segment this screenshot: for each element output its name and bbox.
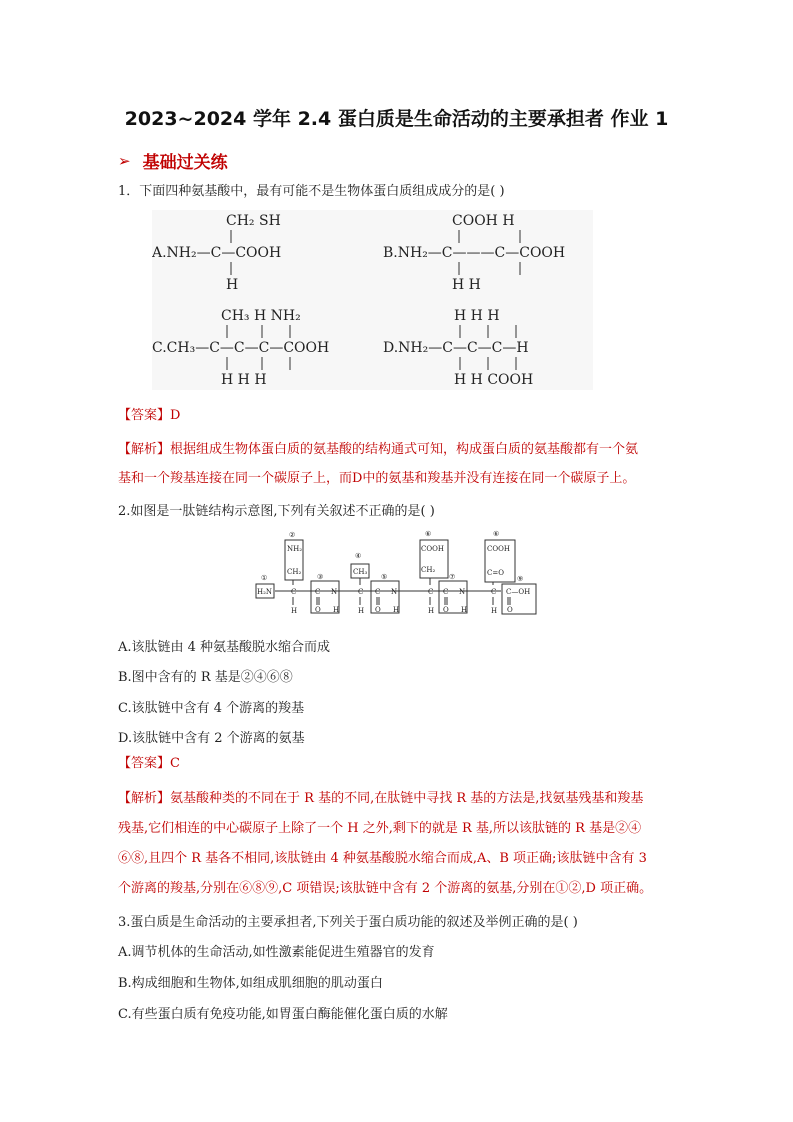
q2-analysis-1: 氨基酸种类的不同在于 R 基的不同,在肽链中寻找 R 基的方法是,找氨基残基和羧基: [170, 791, 644, 806]
formula-d-bottom: H H COOH: [454, 372, 534, 388]
r-group-ch2-b: CH₂: [421, 566, 436, 574]
amino-terminus: H₂N: [257, 588, 273, 596]
label-7: ⑦: [449, 573, 456, 581]
label-9: ⑨: [517, 575, 524, 583]
arrow-marker-icon: ➢: [118, 151, 131, 170]
label-6b: ⑥: [493, 530, 500, 538]
label-1: ①: [261, 574, 268, 582]
svg-text:O: O: [507, 606, 513, 614]
label-4: ④: [355, 552, 362, 560]
svg-text:O: O: [375, 606, 381, 614]
carboxyl-terminus: C—OH: [506, 588, 531, 596]
answer-tag: 【答案】: [118, 756, 171, 771]
q1-analysis-line-1: [118, 438, 638, 457]
svg-text:C: C: [491, 588, 497, 596]
answer-tag: 【答案】: [118, 408, 171, 423]
svg-text:H: H: [491, 607, 498, 615]
svg-text:O: O: [443, 606, 449, 614]
q1-formula-figure: [152, 210, 593, 390]
section-heading: [118, 148, 228, 173]
q1-answer: D: [170, 408, 181, 423]
q2-option-c: C.该肽链中含有 4 个游离的羧基: [118, 701, 305, 716]
q2-stem: 2.如图是一肽链结构示意图,下列有关叙述不正确的是( ): [118, 504, 435, 519]
r-group-ch2: CH₂: [287, 568, 302, 576]
formula-c-bottom: H H H: [221, 372, 267, 388]
q2-analysis-4: 个游离的羧基,分别在⑥⑧⑨,C 项错误;该肽链中含有 2 个游离的氨基,分别在①②,D 项正确。: [118, 881, 653, 896]
q2-answer-line: [118, 752, 180, 771]
label-3: ③: [317, 573, 324, 581]
svg-text:C: C: [315, 588, 321, 596]
r-group-c-eq-o: C=O: [487, 569, 504, 577]
svg-text:H: H: [393, 606, 400, 614]
q2-option-d: D.该肽链中含有 2 个游离的氨基: [118, 731, 305, 746]
peptide-chain-diagram: [255, 527, 540, 615]
q2-analysis-2: 残基,它们相连的中心碳原子上除了一个 H 之外,剩下的就是 R 基,所以该肽链的 R 基是②④: [118, 821, 642, 836]
q1-answer-line: [118, 404, 180, 423]
formula-b-bottom: H H: [452, 277, 481, 293]
svg-text:C: C: [375, 588, 381, 596]
q2-option-a: A.该肽链由 4 种氨基酸脱水缩合而成: [118, 640, 331, 655]
svg-text:H: H: [358, 607, 365, 615]
svg-text:C: C: [443, 588, 449, 596]
r-group-nh2: NH₂: [287, 545, 303, 553]
q2-analysis-line-1: [118, 787, 643, 806]
label-2: ②: [289, 531, 296, 539]
r-group-ch3: CH₃: [353, 568, 368, 576]
q3-option-c: C.有些蛋白质有免疫功能,如胃蛋白酶能催化蛋白质的水解: [118, 1007, 448, 1022]
q2-analysis-3: ⑥⑧,且四个 R 基各不相同,该肽链由 4 种氨基酸脱水缩合而成,A、B 项正确;该肽链中含有 3: [118, 851, 647, 866]
label-5: ⑤: [381, 573, 388, 581]
label-6a: ⑥: [425, 530, 432, 538]
q2-answer: C: [170, 756, 180, 771]
formula-d-main: D.NH₂—C—C—C—H: [383, 340, 529, 356]
formula-c-top: CH₃ H NH₂: [221, 308, 301, 324]
svg-text:H: H: [461, 606, 468, 614]
formula-b-main: B.NH₂—C———C—COOH: [383, 245, 566, 261]
r-group-cooh-2: COOH: [487, 545, 510, 553]
q1-analysis-2: 基和一个羧基连接在同一个碳原子上，而D中的氨基和羧基并没有连接在同一个碳原子上。: [118, 471, 636, 486]
analysis-tag: 【解析】: [118, 442, 171, 457]
svg-text:N: N: [459, 588, 466, 596]
formula-c-main: C.CH₃—C—C—C—COOH: [152, 340, 330, 356]
q1-stem: 1．下面四种氨基酸中，最有可能不是生物体蛋白质组成成分的是( ): [118, 184, 505, 199]
q3-option-a: A.调节机体的生命活动,如性激素能促进生殖器官的发育: [118, 945, 435, 960]
svg-text:N: N: [331, 588, 338, 596]
formula-a-bottom: H: [226, 277, 239, 293]
svg-text:H: H: [291, 607, 298, 615]
q1-analysis-1: 根据组成生物体蛋白质的氨基酸的结构通式可知，构成蛋白质的氨基酸都有一个氨: [170, 442, 639, 457]
analysis-tag: 【解析】: [118, 791, 171, 806]
q3-option-b: B.构成细胞和生物体,如组成肌细胞的肌动蛋白: [118, 976, 383, 991]
formula-a-main: A.NH₂—C—COOH: [152, 245, 282, 261]
section-label: 基础过关练: [142, 153, 228, 173]
q2-option-b: B.图中含有的 R 基是②④⑥⑧: [118, 670, 293, 685]
formula-b-top: COOH H: [452, 213, 515, 229]
svg-text:C: C: [291, 588, 297, 596]
r-group-cooh-1: COOH: [421, 545, 444, 553]
svg-text:N: N: [391, 588, 398, 596]
svg-text:H: H: [428, 607, 435, 615]
page-title: 2023~2024 学年 2.4 蛋白质是生命活动的主要承担者 作业 1: [124, 108, 669, 130]
svg-text:H: H: [333, 606, 340, 614]
svg-text:O: O: [315, 606, 321, 614]
formula-a-top: CH₂ SH: [226, 213, 281, 229]
svg-text:C: C: [358, 588, 364, 596]
formula-d-top: H H H: [454, 308, 500, 324]
svg-text:C: C: [428, 588, 434, 596]
q3-stem: 3.蛋白质是生命活动的主要承担者,下列关于蛋白质功能的叙述及举例正确的是( ): [118, 915, 578, 930]
